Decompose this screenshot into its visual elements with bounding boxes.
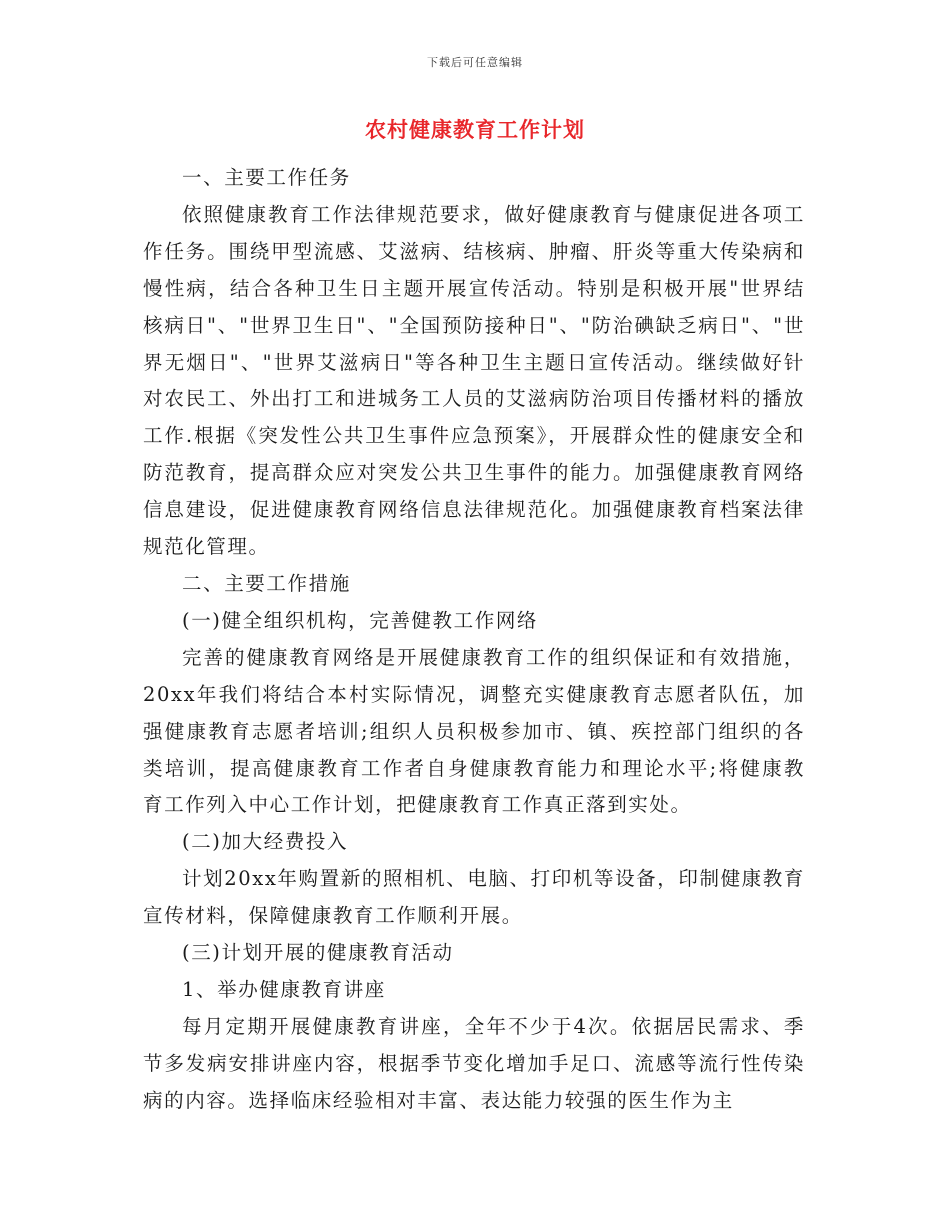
document-body	[143, 160, 805, 1120]
paragraph-funding: 计划20xx年购置新的照相机、电脑、打印机等设备，印制健康教育宣传材料，保障健康教育工作顺利开展。	[143, 867, 805, 928]
paragraph-tasks: 依照健康教育工作法律规范要求，做好健康教育与健康促进各项工作任务。围绕甲型流感、艾滋病、结核病、肿瘤、肝炎等重大传染病和慢性病，结合各种卫生日主题开展宣传活动。特别是积极开展"世界结核病日"、"世界卫生日"、"全国预防接种日"、"防治碘缺乏病日"、"世界无烟日"、"世界艾滋病日"等各种卫生主题日宣传活动。继续做好针对农民工、外出打工和进城务工人员的艾滋病防治项目传播材料的播放工作.根据《突发性公共卫生事件应急预案》，开展群众性的健康安全和防范教育，提高群众应对突发公共卫生事件的能力。加强健康教育网络信息建设，促进健康教育网络信息法律规范化。加强健康教育档案法律规范化管理。	[143, 202, 805, 559]
section-heading-tasks: 一、主要工作任务	[182, 166, 351, 189]
subheading-activities: (三)计划开展的健康教育活动	[182, 941, 454, 965]
page-header-note: 下载后可任意编辑	[427, 56, 523, 69]
subheading-organization: (一)健全组织机构，完善健教工作网络	[182, 608, 539, 632]
section-heading-measures: 二、主要工作措施	[182, 571, 351, 595]
subheading-funding: (二)加大经费投入	[182, 830, 349, 854]
paragraph-organization: 完善的健康教育网络是开展健康教育工作的组织保证和有效措施，20xx年我们将结合本村实际情况，调整充实健康教育志愿者队伍，加强健康教育志愿者培训;组织人员积极参加市、镇、疾控部门组织的各类培训，提高健康教育工作者自身健康教育能力和理论水平;将健康教育工作列入中心工作计划，把健康教育工作真正落到实处。	[143, 645, 805, 817]
paragraph-lectures: 每月定期开展健康教育讲座，全年不少于4次。依据居民需求、季节多发病安排讲座内容，根据季节变化增加手足口、流感等流行性传染病的内容。选择临床经验相对丰富、表达能力较强的医生作为主	[143, 1014, 805, 1112]
item-lectures-heading: 1、举办健康教育讲座	[182, 977, 386, 1001]
document-title: 农村健康教育工作计划	[365, 117, 585, 142]
